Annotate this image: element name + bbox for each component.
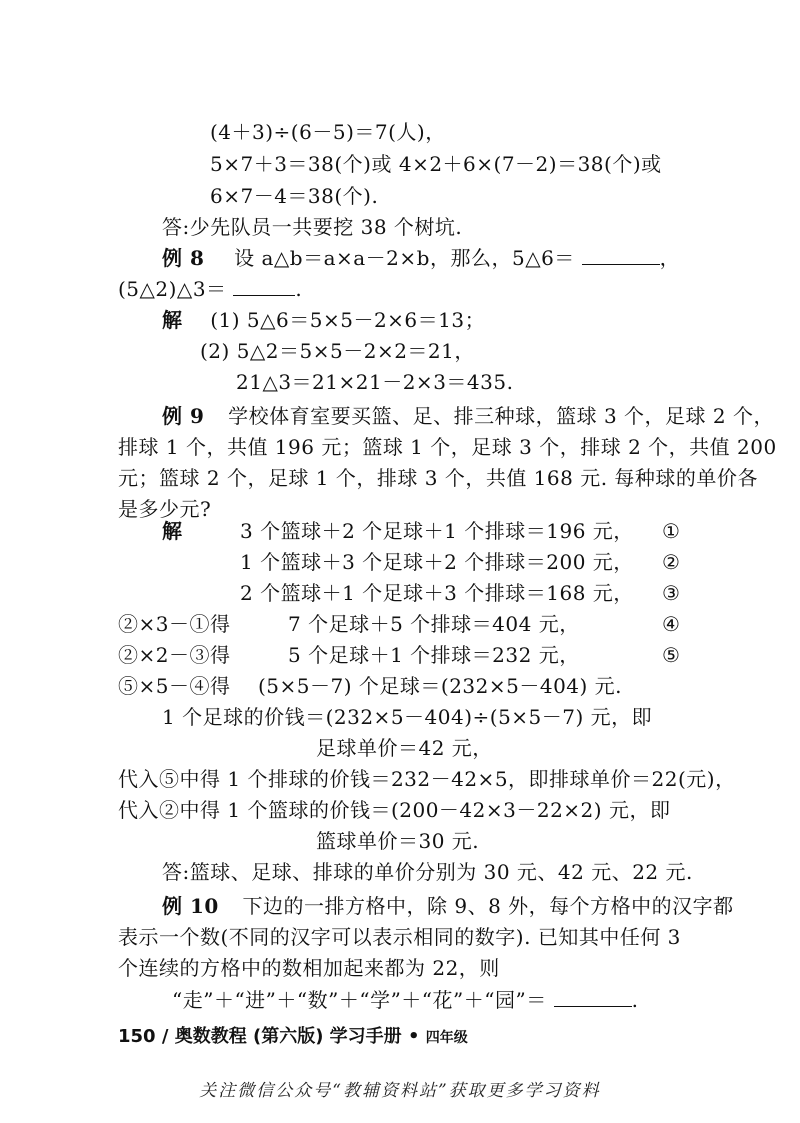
example-8-period: . [295, 277, 303, 301]
equation-number-3: ③ [662, 581, 680, 605]
example-8-line-2 [118, 275, 302, 303]
conclusion-line-3: 代入⑤中得 1 个排球的价钱＝232－42×5，即排球单价＝22(元)， [118, 767, 736, 791]
answer-line-2: 答:篮球、足球、排球的单价分别为 30 元、42 元、22 元. [162, 860, 693, 884]
conclusion-line-1: 1 个足球的价钱＝(232×5－404)÷(5×5－7) 元，即 [162, 705, 653, 729]
solution-8-step-1: (1) 5△6＝5×5－2×6＝13； [210, 308, 486, 332]
page-number: 150 [118, 1026, 156, 1047]
example-8-text-2: (5△2)△3＝ [118, 277, 227, 301]
solution-label-8: 解 [162, 308, 183, 332]
equation-4: 7 个足球＋5 个排球＝404 元， [288, 612, 580, 636]
calc-line-1: (4＋3)÷(6－5)＝7(人)， [210, 120, 446, 144]
answer-blank-1[interactable] [582, 246, 660, 265]
example-10-expression-line [172, 986, 638, 1014]
example-10-line-1 [162, 892, 734, 920]
example-10-text-3: 个连续的方格中的数相加起来都为 22，则 [118, 956, 500, 980]
conclusion-line-5: 篮球单价＝30 元. [316, 829, 480, 853]
equation-number-2: ② [662, 550, 680, 574]
example-8-text: 设 a△b＝a×a－2×b，那么，5△6＝ [234, 246, 575, 270]
calc-line-3: 6×7－4＝38(个). [210, 184, 379, 208]
answer-blank-3[interactable] [554, 988, 632, 1007]
example-10-label: 例 10 [162, 894, 219, 918]
solution-8-step-2: (2) 5△2＝5×5－2×2＝21， [200, 339, 475, 363]
example-10-text-1: 下边的一排方格中，除 9、8 外，每个方格中的汉字都 [242, 894, 734, 918]
example-10-period: . [631, 988, 639, 1012]
example-9-line-1 [162, 402, 774, 430]
grade-label: 四年级 [425, 1030, 468, 1046]
example-8-comma: ， [659, 246, 681, 270]
equation-6: (5×5－7) 个足球＝(232×5－404) 元. [258, 674, 623, 698]
example-9-label: 例 9 [162, 404, 205, 428]
watermark-text: 关注微信公众号“教辅资料站”获取更多学习资料 [199, 1081, 601, 1101]
example-9-text-3: 元；篮球 2 个，足球 1 个，排球 3 个，共值 168 元. 每种球的单价各 [118, 466, 758, 490]
answer-blank-2[interactable] [233, 277, 295, 296]
example-10-text-2: 表示一个数(不同的汉字可以表示相同的数字). 已知其中任何 3 [118, 925, 681, 949]
equation-5: 5 个足球＋1 个排球＝232 元， [288, 643, 580, 667]
equation-number-4: ④ [662, 612, 680, 636]
operation-6: ⑤×5－④得 [118, 674, 231, 698]
equation-number-5: ⑤ [662, 643, 680, 667]
example-8-line-1 [162, 244, 680, 272]
solution-8-step-3: 21△3＝21×21－2×3＝435. [236, 370, 514, 394]
equation-2: 1 个篮球＋3 个足球＋2 个排球＝200 元， [240, 550, 634, 574]
solution-9-line-1 [162, 517, 183, 545]
page-footer [118, 1022, 468, 1048]
operation-5: ②×2－③得 [118, 643, 231, 667]
solution-label-9: 解 [162, 519, 183, 543]
solution-8-line-1 [162, 306, 485, 334]
conclusion-line-2: 足球单价＝42 元， [316, 736, 493, 760]
equation-number-1: ① [662, 519, 680, 543]
equation-3: 2 个篮球＋1 个足球＋3 个排球＝168 元， [240, 581, 634, 605]
equation-1: 3 个篮球＋2 个足球＋1 个排球＝196 元， [240, 519, 634, 543]
example-9-text-2: 排球 1 个，共值 196 元；篮球 1 个，足球 3 个，排球 2 个，共值 200 [118, 435, 777, 459]
example-9-text-1: 学校体育室要买篮、足、排三种球，篮球 3 个，足球 2 个， [228, 404, 774, 428]
book-title: / 奥数教程 (第六版) 学习手册 • [161, 1026, 420, 1047]
operation-4: ②×3－①得 [118, 612, 231, 636]
example-10-expression: “走”＋“进”＋“数”＋“学”＋“花”＋“园”＝ [172, 988, 547, 1012]
conclusion-line-4: 代入②中得 1 个篮球的价钱＝(200－42×3－22×2) 元，即 [118, 798, 671, 822]
example-9-text-4: 是多少元? [118, 497, 212, 521]
calc-line-2: 5×7＋3＝38(个)或 4×2＋6×(7－2)＝38(个)或 [210, 152, 662, 176]
answer-line-1: 答:少先队员一共要挖 38 个树坑. [162, 215, 463, 239]
example-8-label: 例 8 [162, 246, 205, 270]
